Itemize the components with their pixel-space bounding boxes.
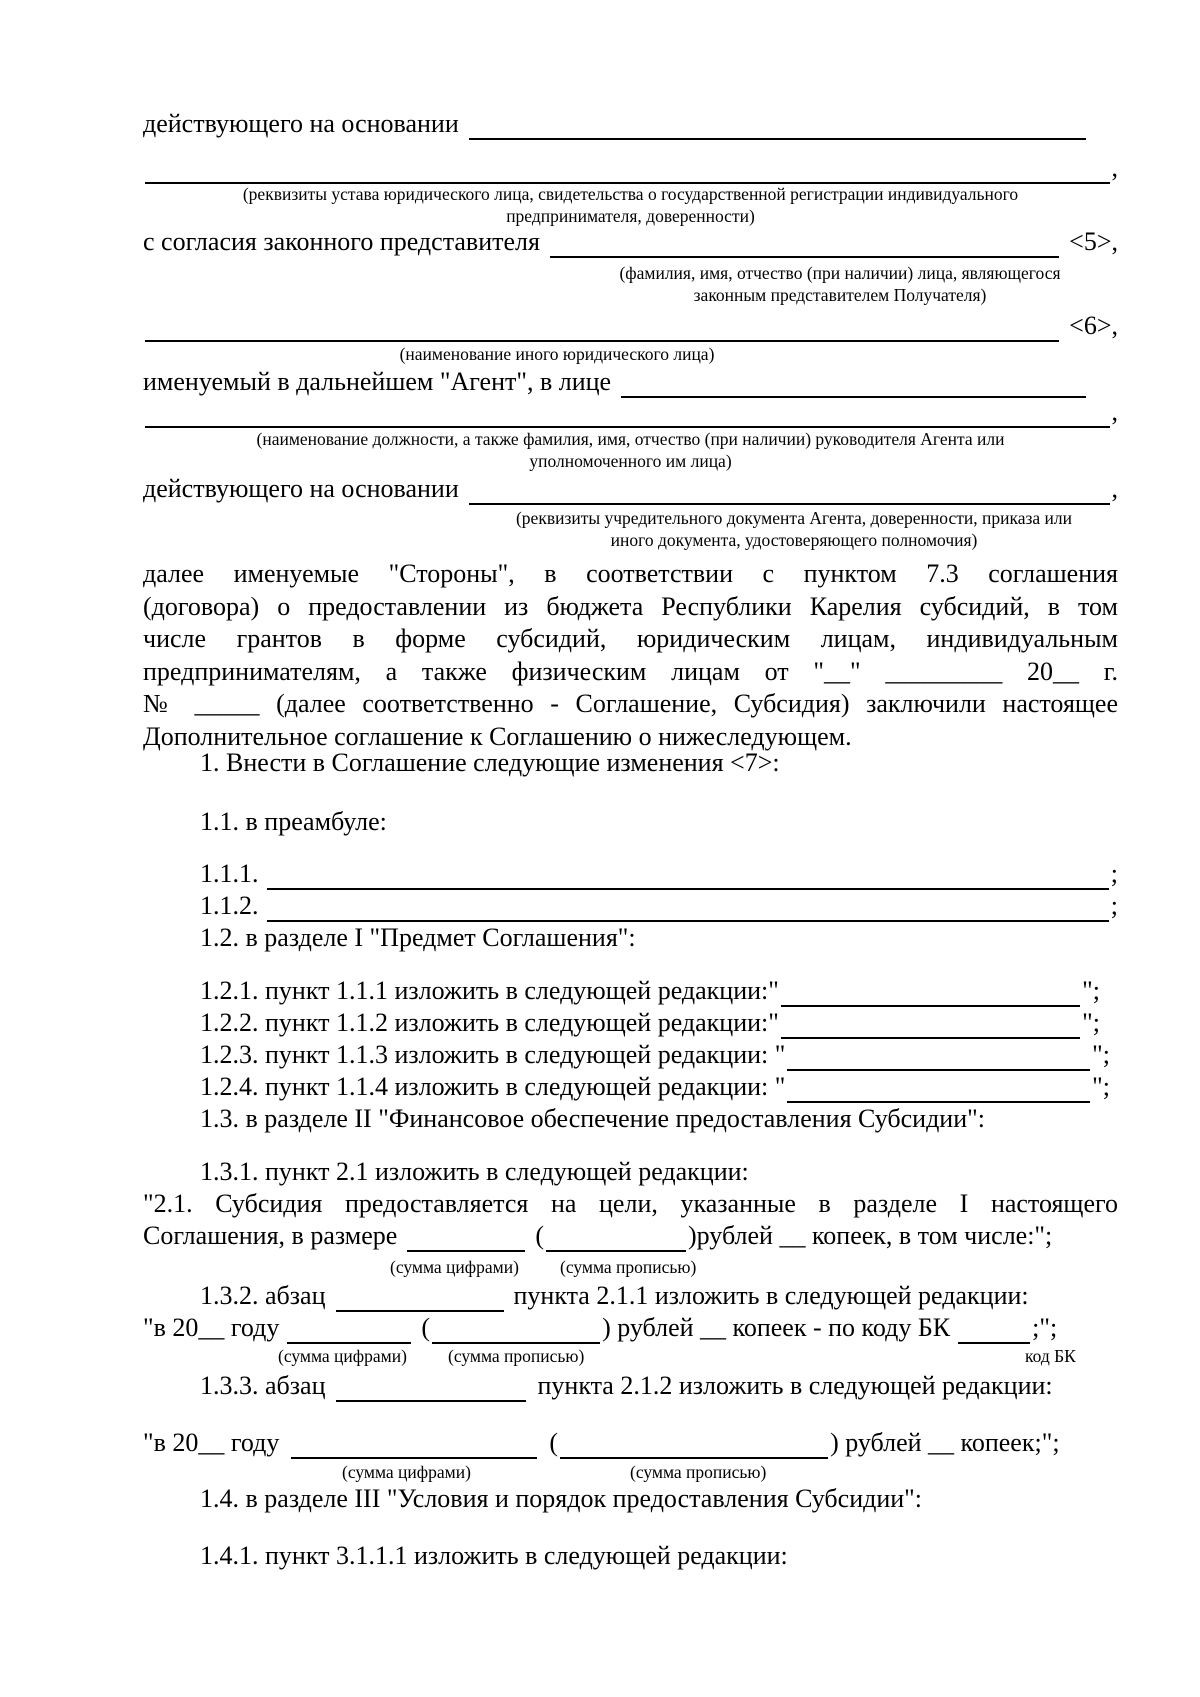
consent-label: с согласия законного представителя bbox=[143, 227, 540, 256]
caption-basis-1 bbox=[143, 183, 1118, 227]
item-1-3-2-label: 1.3.2. абзац bbox=[200, 1281, 326, 1310]
caption-line: уполномоченного им лица) bbox=[529, 451, 732, 471]
comma: , bbox=[1111, 397, 1118, 426]
sum-words-blank[interactable] bbox=[546, 1226, 686, 1252]
item-1-4-1 bbox=[200, 1540, 1118, 1572]
item-1-2-3-blank[interactable] bbox=[787, 1045, 1090, 1071]
item-1-2-4-blank[interactable] bbox=[787, 1077, 1090, 1103]
other-entity-blank[interactable] bbox=[145, 316, 1059, 342]
item-1-1-1-blank[interactable] bbox=[267, 864, 1109, 890]
paren-open: ( bbox=[535, 1221, 544, 1250]
line-bk-middle: ) рублей __ копеек - по коду БК bbox=[602, 1313, 951, 1342]
line-year bbox=[143, 1427, 1118, 1459]
caption-other-entity: (наименование иного юридического лица) bbox=[399, 344, 715, 364]
item-1-4-1-text: 1.4.1. пункт 3.1.1.1 изложить в следующей редакции: bbox=[200, 1541, 788, 1570]
item-1-1-2-label: 1.1.2. bbox=[200, 891, 259, 920]
item-1-3 bbox=[200, 1103, 1118, 1135]
preamble-line: предпринимателям, а также физическим лицам от "__" _________ 20__ г. bbox=[143, 656, 1118, 686]
agent-blank-b[interactable] bbox=[145, 402, 1110, 428]
basis-line-1 bbox=[143, 108, 1088, 140]
caption-line: (фамилия, имя, отчество (при наличии) лица, являющегося bbox=[619, 263, 1061, 283]
paragraph-2-1-line: "2.1. Субсидия предоставляется на цели, указанные в разделе I настоящего bbox=[143, 1189, 1118, 1218]
agent-line bbox=[143, 366, 1088, 398]
item-1-2-4-text: 1.2.4. пункт 1.1.4 изложить в следующей редакции: " bbox=[200, 1072, 786, 1101]
bk-sum-words-blank[interactable] bbox=[432, 1318, 600, 1344]
paragraph-2-1 bbox=[143, 1188, 1118, 1221]
year-sum-words-blank[interactable] bbox=[560, 1433, 828, 1459]
caption-basis-2 bbox=[470, 507, 1118, 551]
line-bk bbox=[143, 1312, 1118, 1344]
quote-end: "; bbox=[1082, 1008, 1100, 1037]
agent-line-b bbox=[143, 396, 1118, 428]
caption-line: предпринимателя, доверенности) bbox=[506, 206, 755, 226]
item-1-2-text: 1.2. в разделе I "Предмет Соглашения": bbox=[200, 923, 636, 952]
item-1-2-3 bbox=[200, 1039, 1110, 1071]
caption-sum-words: (сумма прописью) bbox=[560, 1257, 697, 1277]
item-1-2-2-blank[interactable] bbox=[781, 1013, 1080, 1039]
comma: , bbox=[1111, 153, 1118, 182]
preamble-line: далее именуемые "Стороны", в соответствии с пунктом 7.3 соглашения bbox=[143, 559, 1118, 588]
caption-line: иного документа, удостоверяющего полномочия) bbox=[610, 530, 978, 550]
sum-digits-blank[interactable] bbox=[407, 1226, 525, 1252]
consent-line bbox=[143, 226, 1118, 258]
line-year-tail: ) рублей __ копеек;"; bbox=[830, 1428, 1060, 1457]
caption-year-sum-words: (сумма прописью) bbox=[630, 1462, 767, 1482]
amount-label: Соглашения, в размере bbox=[143, 1221, 398, 1250]
basis-line-2 bbox=[143, 473, 1118, 505]
caption-bk-sum-digits: (сумма цифрами) bbox=[278, 1346, 407, 1366]
item-1-2-2-text: 1.2.2. пункт 1.1.2 изложить в следующей редакции:" bbox=[200, 1008, 779, 1037]
line-bk-end: ;"; bbox=[1032, 1313, 1058, 1342]
item-1-3-3-label: 1.3.3. абзац bbox=[200, 1371, 326, 1400]
item-1-3-3-tail: пункта 2.1.2 изложить в следующей редакции: bbox=[537, 1371, 1053, 1400]
agent-label: именуемый в дальнейшем "Агент", в лице bbox=[143, 367, 612, 396]
preamble-line: (договора) о предоставлении из бюджета Республики Карелия субсидий, в том bbox=[143, 591, 1118, 621]
item-1-1-2-blank[interactable] bbox=[267, 896, 1109, 922]
paren-open: ( bbox=[549, 1428, 559, 1457]
item-1-3-2-blank[interactable] bbox=[336, 1286, 504, 1312]
other-entity-line bbox=[143, 310, 1118, 342]
item-1-1 bbox=[200, 806, 1118, 838]
item-1-4-text: 1.4. в разделе III "Условия и порядок предоставления Субсидии": bbox=[200, 1484, 922, 1513]
caption-line: (реквизиты учредительного документа Агента, доверенности, приказа или bbox=[515, 508, 1073, 528]
preamble-paragraph bbox=[143, 558, 1118, 754]
item-1-1-2 bbox=[200, 890, 1118, 922]
item-1-2-1-blank[interactable] bbox=[781, 981, 1080, 1007]
agent-blank[interactable] bbox=[621, 372, 1086, 398]
caption-line: (реквизиты устава юридического лица, свидетельства о государственной регистрации индивидуального bbox=[242, 184, 1019, 204]
item-1-1-1 bbox=[200, 858, 1118, 890]
year-sum-digits-blank[interactable] bbox=[291, 1433, 537, 1459]
semicolon: ; bbox=[1110, 891, 1118, 920]
item-1-3-2-tail: пункта 2.1.1 изложить в следующей редакции: bbox=[513, 1281, 1029, 1310]
preamble-line: Дополнительное соглашение к Соглашению о нижеследующем. bbox=[143, 721, 852, 751]
item-1-3-3 bbox=[200, 1370, 1118, 1402]
quote-end: "; bbox=[1082, 976, 1100, 1005]
paragraph-2-1-amount bbox=[143, 1220, 1118, 1252]
comma: , bbox=[1111, 474, 1118, 503]
quote-end: "; bbox=[1092, 1040, 1110, 1069]
caption-year-sum-digits: (сумма цифрами) bbox=[342, 1462, 471, 1482]
item-1-text: 1. Внести в Соглашение следующие изменения <7>: bbox=[200, 748, 780, 777]
basis-blank-2[interactable] bbox=[469, 479, 1110, 505]
basis-line-1b bbox=[143, 152, 1118, 184]
line-bk-year: "в 20__ году bbox=[143, 1313, 280, 1342]
caption-bk-sum-words: (сумма прописью) bbox=[448, 1346, 585, 1366]
footnote-ref-6: <6>, bbox=[1069, 311, 1118, 340]
bk-sum-digits-blank[interactable] bbox=[287, 1318, 411, 1344]
basis-blank-1[interactable] bbox=[469, 114, 1086, 140]
footnote-ref-5: <5>, bbox=[1069, 227, 1118, 256]
caption-line: законным представителем Получателя) bbox=[693, 285, 987, 305]
item-1-1-text: 1.1. в преамбуле: bbox=[200, 807, 387, 836]
basis-label-1: действующего на основании bbox=[143, 109, 459, 138]
semicolon: ; bbox=[1110, 859, 1118, 888]
item-1-2-1-text: 1.2.1. пункт 1.1.1 изложить в следующей редакции:" bbox=[200, 976, 779, 1005]
quote-end: "; bbox=[1092, 1072, 1110, 1101]
caption-bk-code: код БК bbox=[1025, 1346, 1076, 1366]
caption-line: (наименование должности, а также фамилия, имя, отчество (при наличии) руководителя Агента или bbox=[256, 429, 1005, 449]
item-1-3-1-text: 1.3.1. пункт 2.1 изложить в следующей редакции: bbox=[200, 1157, 749, 1186]
basis-blank-1b[interactable] bbox=[145, 158, 1110, 184]
item-1-2-4 bbox=[200, 1071, 1110, 1103]
basis-label-2: действующего на основании bbox=[143, 474, 459, 503]
item-1-2-1 bbox=[200, 975, 1100, 1007]
preamble-line: № _____ (далее соответственно - Соглашение, Субсидия) заключили настоящее bbox=[143, 689, 1118, 719]
item-1-3-2 bbox=[200, 1280, 1118, 1312]
preamble-line: числе грантов в форме субсидий, юридическим лицам, индивидуальным bbox=[143, 624, 1118, 654]
item-1-3-3-blank[interactable] bbox=[336, 1376, 526, 1402]
item-1-2 bbox=[200, 922, 1118, 954]
line-year-label: "в 20__ году bbox=[143, 1428, 280, 1457]
bk-code-blank[interactable] bbox=[958, 1318, 1030, 1344]
item-1 bbox=[200, 747, 1118, 779]
item-1-3-text: 1.3. в разделе II "Финансовое обеспечение предоставления Субсидии": bbox=[200, 1104, 985, 1133]
amount-tail: )рублей __ копеек, в том числе:"; bbox=[687, 1221, 1053, 1250]
consent-blank[interactable] bbox=[550, 232, 1059, 258]
caption-consent bbox=[580, 262, 1100, 306]
item-1-1-1-label: 1.1.1. bbox=[200, 859, 259, 888]
paren-open: ( bbox=[421, 1313, 431, 1342]
caption-agent bbox=[143, 428, 1118, 472]
caption-sum-digits: (сумма цифрами) bbox=[390, 1257, 519, 1277]
item-1-4 bbox=[200, 1483, 1118, 1515]
item-1-3-1 bbox=[200, 1156, 1118, 1188]
item-1-2-2 bbox=[200, 1007, 1100, 1039]
item-1-2-3-text: 1.2.3. пункт 1.1.3 изложить в следующей редакции: " bbox=[200, 1040, 786, 1069]
